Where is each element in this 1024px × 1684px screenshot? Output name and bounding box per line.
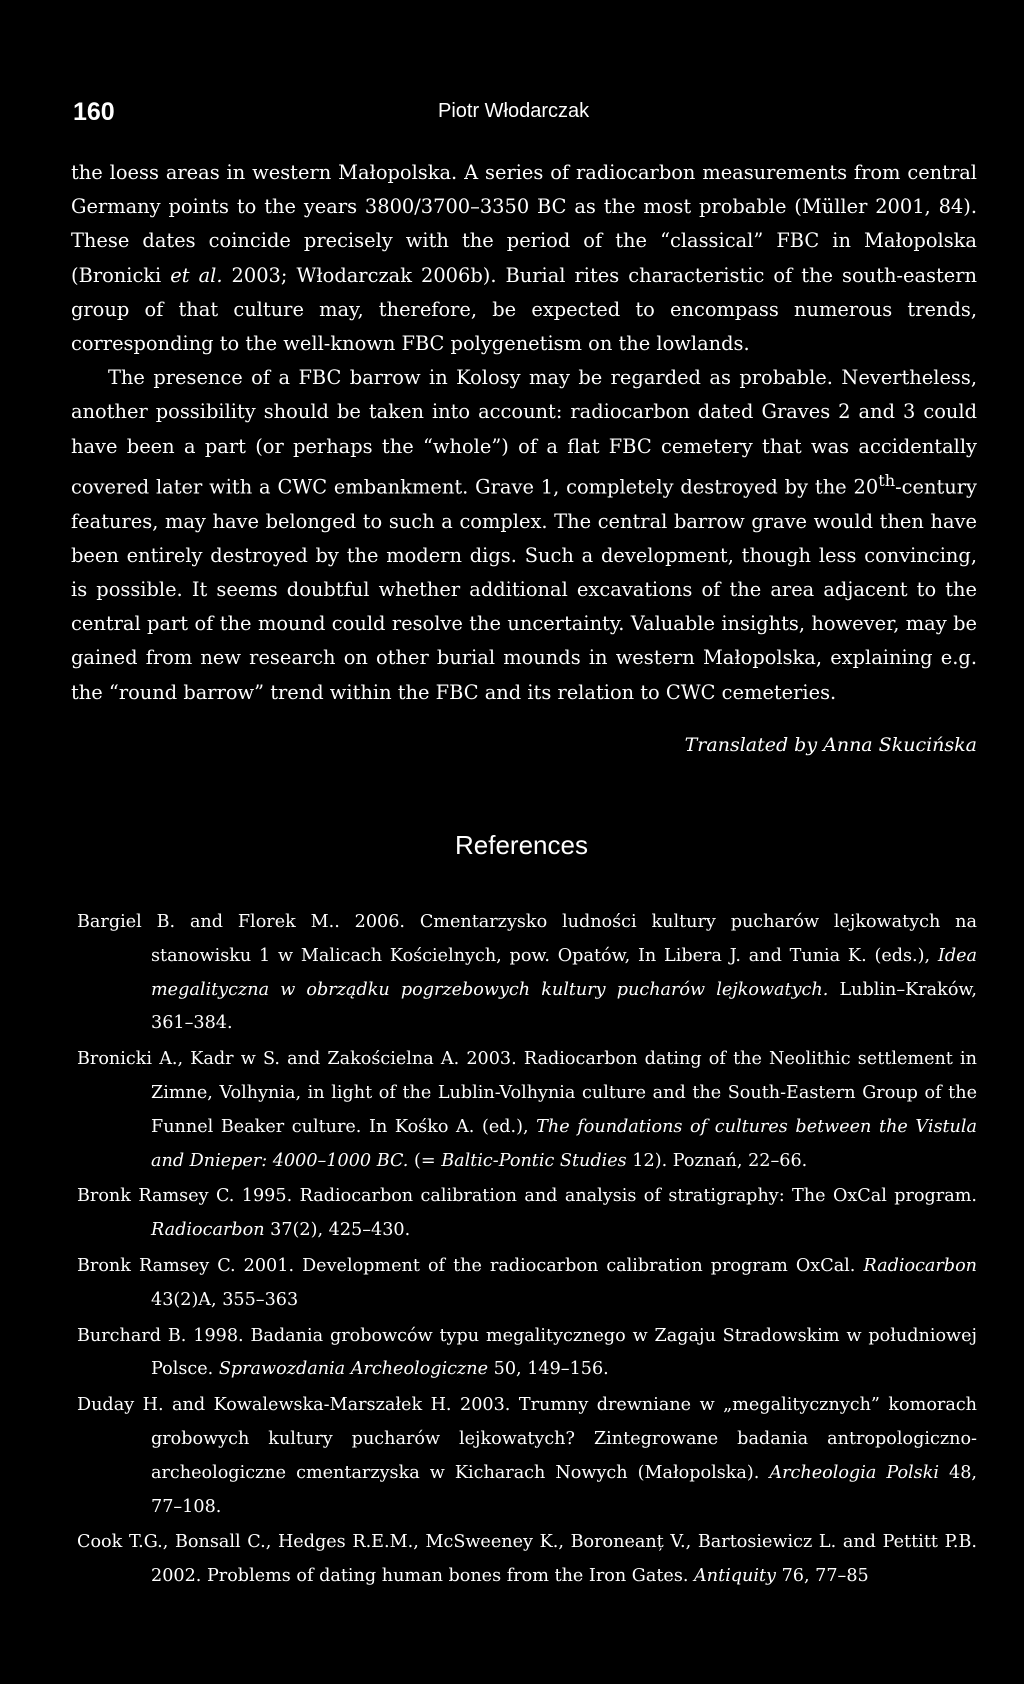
reference-item bbox=[77, 1526, 977, 1594]
reference-item bbox=[77, 1180, 977, 1248]
reference-title: Radiocarbon bbox=[863, 1255, 977, 1276]
reference-text-cont: 37(2), 425–430. bbox=[264, 1220, 411, 1241]
reference-text: Bargiel B. and Florek M.. 2006. Cmentarzysko ludności kultury pucharów lejkowatych na stanowisku 1 w Malicach Kościelnych, pow. Opatów, In Libera J. and Tunia K. (eds.), bbox=[77, 912, 977, 966]
paragraph-1-text: the loess areas in western Małopolska. A series of radiocarbon measurements from central Germany points to the years 3800/3700–3350 BC as the most probable (Müller 2001, 84). These dates coincide precisely with the period of the “classical” FBC in Małopolska (Bronicki bbox=[71, 161, 977, 287]
reference-item bbox=[77, 1320, 977, 1388]
reference-title: Radiocarbon bbox=[151, 1220, 265, 1241]
paragraph-1-text-cont: 2003; Włodarczak 2006b). Burial rites characteristic of the south-eastern group of that culture may, therefore, be expected to encompass numerous trends, corresponding to the well-known FBC polygenetism on the lowlands. bbox=[71, 263, 977, 356]
paragraph-2 bbox=[71, 361, 977, 710]
paragraph-2-text-cont: -century features, may have belonged to such a complex. The central barrow grave would then have been entirely destroyed by the modern digs. Such a development, though less convincing, is possible. It seems doubtful whether additional excavations of the area adjacent to the central part of the mound could resolve the uncertainty. Valuable insights, however, may be gained from new research on other burial mounds in western Małopolska, explaining e.g. the “round barrow” trend within the FBC and its relation to CWC cemeteries. bbox=[71, 475, 977, 704]
page-number: 160 bbox=[73, 98, 115, 126]
translation-credit: Translated by Anna Skucińska bbox=[684, 734, 977, 756]
reference-text-cont: (= bbox=[408, 1150, 442, 1171]
running-head-author: Piotr Włodarczak bbox=[438, 100, 590, 122]
reference-title: Archeologia Polski bbox=[769, 1462, 939, 1483]
reference-text: Burchard B. 1998. Badania grobowców typu megalitycznego w Zagaju Stradowskim w południowej Polsce. bbox=[77, 1325, 977, 1380]
reference-text: Bronk Ramsey C. 2001. Development of the radiocarbon calibration program OxCal. bbox=[77, 1255, 864, 1276]
reference-text: Cook T.G., Bonsall C., Hedges R.E.M., McSweeney K., Boroneanț V., Bartosiewicz L. and Pettitt P.B. 2002. Problems of dating human bones from the Iron Gates. bbox=[77, 1532, 977, 1587]
reference-title: The foundations of cultures between the Vistula and Dnieper: 4000–1000 BC. bbox=[151, 1116, 977, 1171]
page-header bbox=[73, 98, 978, 130]
references-list bbox=[77, 906, 977, 1596]
reference-series: Baltic-Pontic Studies bbox=[441, 1150, 627, 1171]
paragraph-2-superscript: th bbox=[878, 470, 896, 490]
paragraph-1 bbox=[71, 156, 977, 361]
reference-title: Antiquity bbox=[694, 1566, 776, 1587]
reference-text: Bronk Ramsey C. 1995. Radiocarbon calibration and analysis of stratigraphy: The OxCal program. bbox=[77, 1186, 977, 1207]
body-text bbox=[71, 156, 977, 710]
reference-item bbox=[77, 1250, 977, 1318]
reference-text-cont: 43(2)A, 355–363 bbox=[151, 1289, 299, 1310]
reference-item bbox=[77, 1043, 977, 1178]
reference-text: Bronicki A., Kadr w S. and Zakościelna A. 2003. Radiocarbon dating of the Neolithic settlement in Zimne, Volhynia, in light of the Lublin-Volhynia culture and the South-Eastern Group of the Funnel Beaker culture. In Kośko A. (ed.), bbox=[77, 1049, 977, 1137]
reference-text-cont: Lublin–Kraków, 361–384. bbox=[151, 979, 977, 1034]
reference-title: Idea megalityczna w obrządku pogrzebowych kultury pucharów lejkowatych. bbox=[151, 945, 977, 1000]
reference-item bbox=[77, 1389, 977, 1524]
reference-text-cont: 76, 77–85 bbox=[776, 1566, 869, 1587]
reference-text-cont: 50, 149–156. bbox=[488, 1359, 609, 1380]
reference-text-cont: 48, 77–108. bbox=[151, 1462, 978, 1517]
reference-item bbox=[77, 906, 977, 1041]
reference-title: Sprawozdania Archeologiczne bbox=[218, 1359, 489, 1380]
paragraph-2-text: The presence of a FBC barrow in Kolosy may be regarded as probable. Nevertheless, another possibility should be taken into account: radiocarbon dated Graves 2 and 3 could have been a part (or perhaps the “whole”) of a flat FBC cemetery that was accidentally covered later with a CWC embankment. Grave 1, completely destroyed by the 20 bbox=[71, 366, 977, 499]
reference-text-end: 12). Poznań, 22–66. bbox=[626, 1150, 808, 1171]
paragraph-1-italic: et al. bbox=[170, 263, 223, 287]
reference-text: Duday H. and Kowalewska-Marszałek H. 2003. Trumny drewniane w „megalitycznych” komorach grobowych kultury pucharów lejkowatych? Zintegrowane badania antropologiczno-archeologiczne cmentarzyska w Kicharach Nowych (Małopolska). bbox=[77, 1395, 977, 1483]
references-heading: References bbox=[455, 830, 588, 860]
